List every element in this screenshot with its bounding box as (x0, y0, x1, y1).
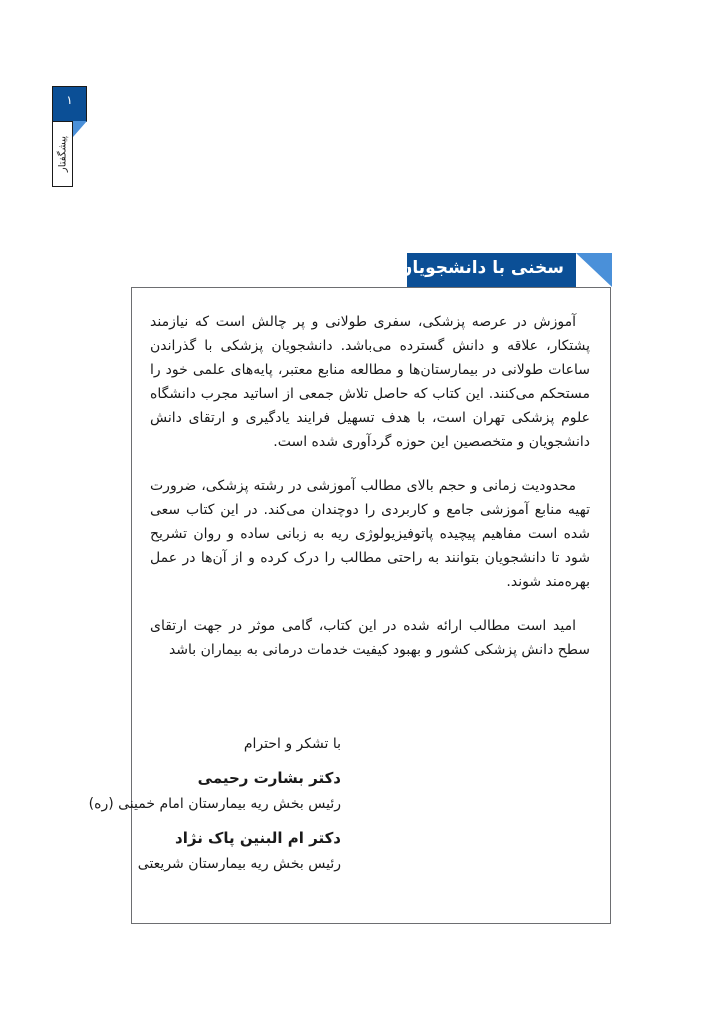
signatory-name: دکتر ام البنین پاک نژاد (175, 829, 341, 847)
signoff: با تشکر و احترام (243, 736, 341, 752)
heading-bar (397, 253, 576, 287)
chapter-side-tab (52, 86, 87, 187)
heading-accent-triangle (576, 253, 612, 287)
signatory-name: دکتر بشارت رحیمی (197, 769, 341, 787)
page-number: ۱ (66, 93, 73, 107)
paragraph: محدودیت زمانی و حجم بالای مطالب آموزشی در رشته پزشکی، ضرورت تهیه منابع آموزشی جامع و کاربردی را دوچندان می‌کند. در این کتاب سعی شده است مفاهیم پیچیده پاتوفیزیولوژی ریه به زبانی ساده و روان تشریح شود تا دانشجویان بتوانند به راحتی مطالب را درک کرده و از آن‌ها در عمل بهره‌مند شوند. (150, 478, 590, 590)
page-number-box (52, 86, 87, 122)
body-text (150, 310, 590, 682)
signatory (138, 826, 341, 878)
section-label: پیشگفتار (57, 135, 68, 173)
signatory-role: رئیس بخش ریه بیمارستان شریعتی (137, 856, 341, 872)
paragraph: امید است مطالب ارائه شده در این کتاب، گامی موثر در جهت ارتقای سطح دانش پزشکی کشور و بهبود کیفیت خدمات درمانی به بیماران باشد (150, 618, 590, 658)
paragraph: آموزش در عرصه پزشکی، سفری طولانی و پر چالش است که نیازمند پشتکار، علاقه و دانش گسترده می‌باشد. دانشجویان پزشکی با گذراندن ساعات طولانی در بیمارستان‌ها و مطالعه منابع معتبر، پایه‌های علمی خود را مستحکم می‌کنند. این کتاب که حاصل تلاش جمعی از اساتید مجرب دانشگاه علوم پزشکی تهران است، با هدف تسهیل فرایند یادگیری و ارتقای دانش دانشجویان و متخصصین این حوزه گردآوری شده است. (150, 314, 590, 450)
signatory-role: رئیس بخش ریه بیمارستان امام خمینی (ره) (88, 796, 341, 812)
section-label-box (52, 121, 73, 187)
tab-accent-triangle (73, 121, 87, 137)
signatory (89, 766, 341, 818)
page-title: سخنی با دانشجویان (397, 258, 564, 278)
